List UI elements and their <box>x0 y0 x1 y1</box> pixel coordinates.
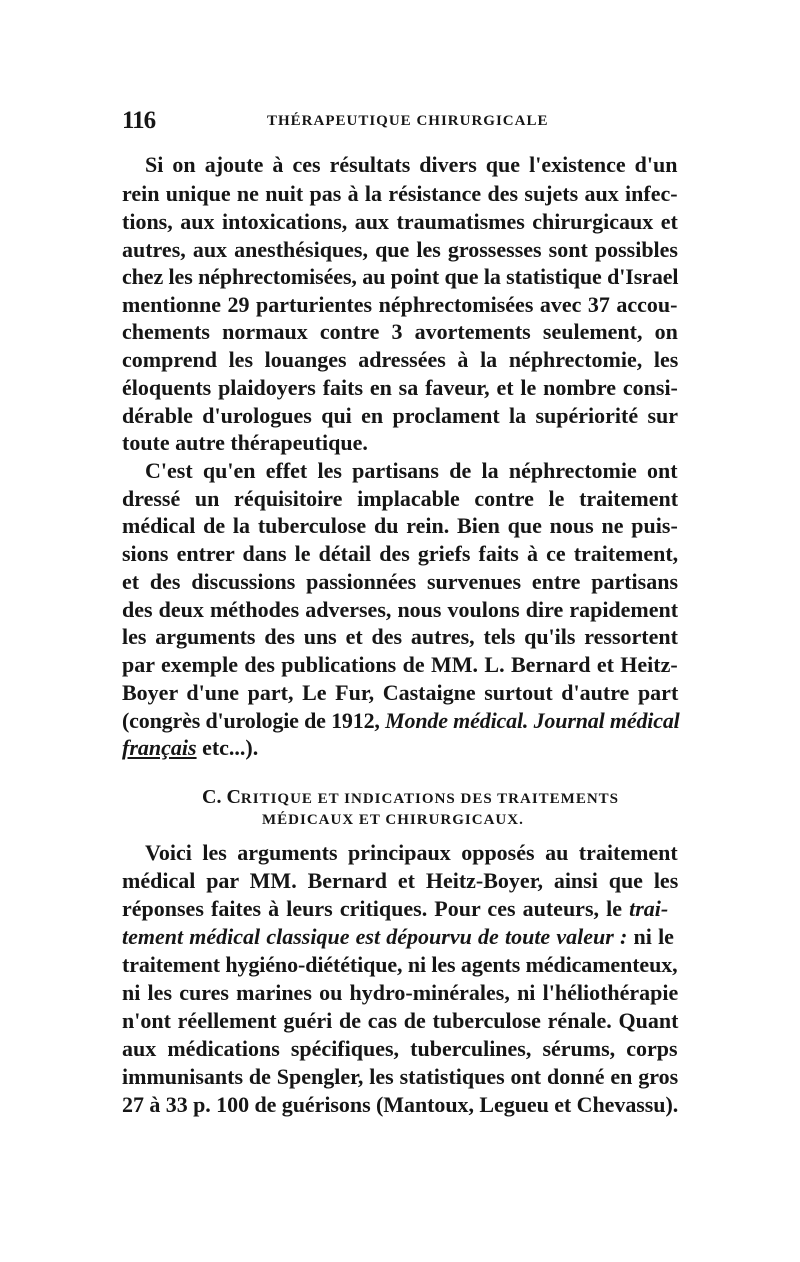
text-line: Si on ajoute à ces résultats divers que l'existence d'un <box>145 152 678 177</box>
text-line: dressé un réquisitoire implacable contre le traitement <box>122 486 679 511</box>
text-line: traitement hygiéno-diététique, ni les agents médicamenteux, <box>122 952 678 977</box>
emphasis-text: trai- <box>629 896 669 921</box>
text-line: et des discussions passionnées survenues entre partisans <box>122 569 679 594</box>
heading-text: RITIQUE ET INDICATIONS DES TRAITEMENTS <box>240 791 620 807</box>
text-line <box>122 735 258 765</box>
text-line: rein unique ne nuit pas à la résistance des sujets aux infec- <box>122 181 678 206</box>
text-line: 27 à 33 p. 100 de guérisons (Mantoux, Legueu et Chevassu). <box>122 1092 679 1117</box>
page-number: 116 <box>122 107 156 134</box>
text-line <box>122 924 678 954</box>
text-line: comprend les louanges adressées à la néphrectomie, les <box>122 347 679 372</box>
text-line: les arguments des uns et des autres, tels qu'ils ressortent <box>122 624 678 649</box>
text-line: Voici les arguments principaux opposés au traitement <box>145 840 678 865</box>
text-line: ni les cures marines ou hydro-minérales, ni l'héliothérapie <box>122 980 679 1005</box>
text-line: par exemple des publications de MM. L. Bernard et Heitz- <box>122 652 678 677</box>
text-span: ni le <box>627 924 674 949</box>
text-line: chements normaux contre 3 avortements seulement, on <box>122 319 678 344</box>
text-line: C'est qu'en effet les partisans de la néphrectomie ont <box>145 458 678 483</box>
journal-title: Monde médical. Journal médical <box>385 708 680 733</box>
text-line: chez les néphrectomisées, au point que la statistique d'Israel <box>122 264 679 289</box>
text-line: médical de la tuberculose du rein. Bien que nous ne puis- <box>122 513 678 538</box>
text-line: dérable d'urologues qui en proclament la supériorité sur <box>122 403 679 428</box>
text-line: éloquents plaidoyers faits en sa faveur, et le nombre consi- <box>122 375 678 400</box>
text-span: etc...). <box>196 735 259 760</box>
text-line <box>122 708 678 738</box>
heading-initial: C <box>226 786 241 808</box>
section-heading-line2: MÉDICAUX ET CHIRURGICAUX. <box>262 812 524 828</box>
text-line: des deux méthodes adverses, nous voulons dire rapidement <box>122 597 679 622</box>
text-line: n'ont réellement guéri de cas de tuberculose rénale. Quant <box>122 1008 679 1033</box>
text-line: médical par MM. Bernard et Heitz-Boyer, ainsi que les <box>122 868 679 893</box>
text-line: aux médications spécifiques, tuberculines, sérums, corps <box>122 1036 678 1061</box>
section-heading <box>202 786 619 809</box>
running-title: THÉRAPEUTIQUE CHIRURGICALE <box>267 113 549 129</box>
journal-title: français <box>122 735 197 760</box>
text-span: réponses faites à leurs critiques. Pour ces auteurs, le <box>122 896 630 921</box>
emphasis-text: tement médical classique est dépourvu de toute valeur : <box>122 924 628 949</box>
text-span: (congrès d'urologie de 1912, <box>122 708 386 733</box>
text-line: toute autre thérapeutique. <box>122 430 368 455</box>
text-line: Boyer d'une part, Le Fur, Castaigne surtout d'autre part <box>122 680 679 705</box>
text-line: mentionne 29 parturientes néphrectomisées avec 37 accou- <box>122 292 678 317</box>
text-line <box>122 896 678 926</box>
text-line: immunisants de Spengler, les statistiques ont donné en gros <box>122 1064 679 1089</box>
text-line: sions entrer dans le détail des griefs faits à ce traitement, <box>122 541 679 566</box>
page-header <box>122 107 678 141</box>
heading-letter: C. <box>202 786 227 808</box>
text-line: tions, aux intoxications, aux traumatismes chirurgicaux et <box>122 209 678 234</box>
text-line: autres, aux anesthésiques, que les grossesses sont possibles <box>122 237 678 262</box>
